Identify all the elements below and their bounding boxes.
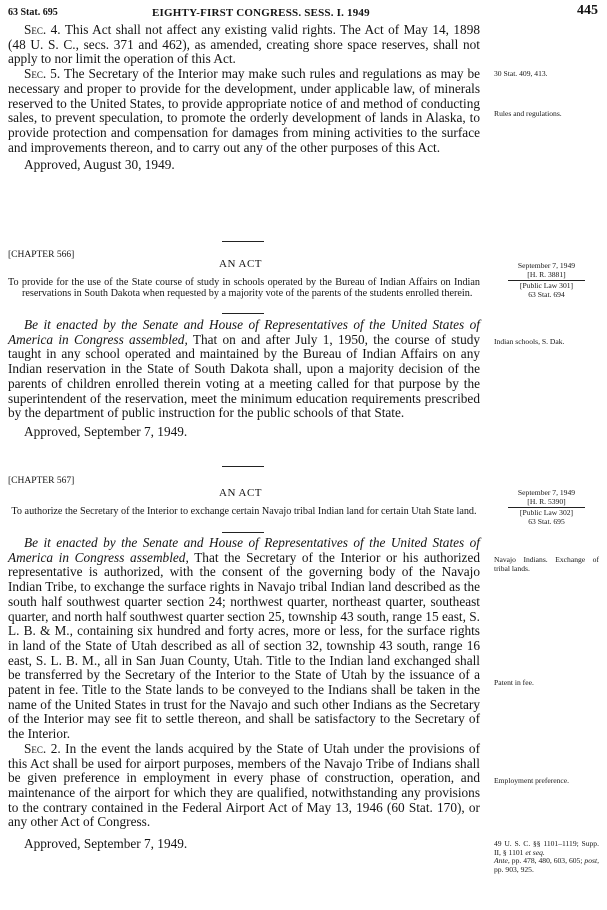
section-4-text: This Act shall not affect any existing valid rights. The Act of May 14, 1898 (48 U. S. C., secs. 371 and 462), as amended, creating shore space reserves, shall not apply to nor limit the operation of this Act.: [8, 22, 480, 67]
chapter-567-body: [8, 536, 480, 851]
section-2-text: In the event the lands acquired by the State of Utah under the provisions of this Act shall be used for airport purposes, members of the Navajo Tribe of Indians shall be given preference in employment in every phase of construction, operation, and maintenance of the airport for which they are qualified, notwithstanding any provisions to the contrary contained in the Federal Airport Act of May 13, 1946 (60 Stat. 170), or any other Act of Congress.: [8, 740, 481, 830]
an-act-heading: AN ACT: [219, 487, 263, 499]
sections-4-5: [8, 23, 480, 172]
approval-date: Approved, August 30, 1949.: [24, 157, 175, 173]
approval-date: Approved, September 7, 1949.: [24, 423, 188, 439]
chapter-566-title-block: [8, 277, 480, 300]
chapter-566-text: That on and after July 1, 1950, the course of study taught in any school operated and maintained by the Bureau of Indian Affairs on any Indian reservation in the State of South Dakota shall, upon a majority decision of the parents of children enrolled therein voting at a meeting called for that purpose by the superintendent of the reservation, meet the minimum education requirements prescribed by the department of public instruction for the public schools of that State.: [8, 331, 481, 421]
us-code-citation: 49 U. S. C. §§ 1101–1119; Supp. II, § 1101: [494, 839, 599, 857]
enacting-clause: Be it enacted by the Senate and House of Representatives of the United States of America in Congress assembled,: [8, 317, 480, 347]
stamp-bill: [H. R. 5390]: [527, 496, 566, 506]
enacting-clause: Be it enacted by the Senate and House of Representatives of the United States of America in Congress assembled,: [8, 535, 480, 565]
stamp-public-law: [Public Law 302]: [519, 508, 574, 518]
congress-session-heading: EIGHTY-FIRST CONGRESS. SESS. I. 1949: [152, 7, 370, 19]
chapter-567-title: To authorize the Secretary of the Interior to exchange certain Navajo tribal Indian land for certain Utah State land.: [11, 506, 477, 517]
margin-note-stat-citation: 30 Stat. 409, 413.: [494, 69, 548, 78]
post-label: post,: [584, 856, 599, 866]
margin-note-navajo-exchange: Navajo Indians. Exchange of tribal lands.: [494, 555, 599, 573]
stamp-date: September 7, 1949: [517, 488, 576, 497]
chapter-divider: [222, 466, 264, 467]
approval-date: Approved, September 7, 1949.: [24, 836, 188, 852]
chapter-567-title-block: [8, 506, 480, 517]
section-5: [8, 67, 480, 155]
section-5-label: Sec. 5.: [24, 66, 61, 82]
section-5-text: The Secretary of the Interior may make such rules and regulations as may be necessary and proper to provide for the development, under applicable law, of minerals reserved to the United States, to provide appropriate notice of and method of conducting sales, to prevent speculation, to promote the orderly development of lands in Alaska, to provide protection and compensation for damages from mining activities to the surface and improvements thereon, and to carry out any of the other purposes of this Act.: [8, 66, 480, 155]
chapter-566-title: To provide for the use of the State course of study in schools operated by the Bureau of Indian Affairs on Indian reservations in South Dakota when requested by a majority vote of the parents of the students enrolled therein.: [8, 277, 480, 300]
title-divider: [222, 532, 264, 533]
stamp-date: September 7, 1949: [517, 261, 576, 270]
title-divider: [222, 313, 264, 314]
stamp-public-law: [Public Law 301]: [519, 281, 574, 291]
statute-citation: 63 Stat. 695: [8, 7, 58, 18]
stamp-stat: 63 Stat. 694: [528, 289, 565, 299]
chapter-567-text: That the Secretary of the Interior or his authorized representative is authorized, with the consent of the governing body of the Navajo Indian Tribe, to exchange the surface rights in Navajo tribal Indian land described as the south half southwest quarter section 24; northwest quarter, northeast quarter, southeast quarter, and north half southwest quarter section 25, township 43 south, range 15 east, S. L. B. & M., containing six hundred and forty acres, more or less, for the surface rights in land of the State of Utah described as all of section 32, township 43 south, range 16 east, S. L. B. M., all in San Juan County, Utah. Title to the Indian land exchanged shall be transferred by the Secretary of the Interior to the State of Utah by the issuance of a patent in fee. Title to the State lands to be conveyed to the Indians shall be taken in the name of the United States in trust for the Navajo and such other Indians as the Secretary of the Interior may see fit to settle thereon, and shall be satisfactory to the Secretary of the Interior.: [8, 549, 481, 742]
et-seq: et seq.: [525, 847, 545, 857]
running-header: [8, 5, 598, 21]
section-4-label: Sec. 4.: [24, 22, 61, 37]
stamp-stat: 63 Stat. 695: [528, 516, 565, 526]
an-act-heading: AN ACT: [219, 258, 263, 270]
chapter-567-stamp: [494, 489, 599, 526]
section-2-label: Sec. 2.: [24, 740, 61, 756]
margin-note-employment-preference: Employment preference.: [494, 776, 570, 785]
chapter-566-body: [8, 318, 480, 439]
chapter-divider: [222, 241, 264, 242]
margin-note-indian-schools: Indian schools, S. Dak.: [494, 337, 565, 346]
chapter-567-heading: [CHAPTER 567]: [8, 476, 75, 486]
section-4: [8, 23, 480, 67]
margin-note-cross-references: [494, 840, 599, 874]
stamp-bill: [H. R. 3881]: [527, 269, 566, 279]
ante-pages: pp. 478, 480, 603, 605;: [511, 856, 583, 866]
chapter-566-heading: [CHAPTER 566]: [8, 250, 75, 260]
margin-note-patent-in-fee: Patent in fee.: [494, 678, 534, 687]
margin-note-rules: Rules and regulations.: [494, 109, 562, 118]
ante-label: Ante,: [494, 856, 510, 866]
chapter-566-stamp: [494, 262, 599, 299]
chapter-567-section-2: [8, 742, 480, 830]
page-number: 445: [577, 3, 598, 18]
post-pages: pp. 903, 925.: [494, 864, 534, 874]
